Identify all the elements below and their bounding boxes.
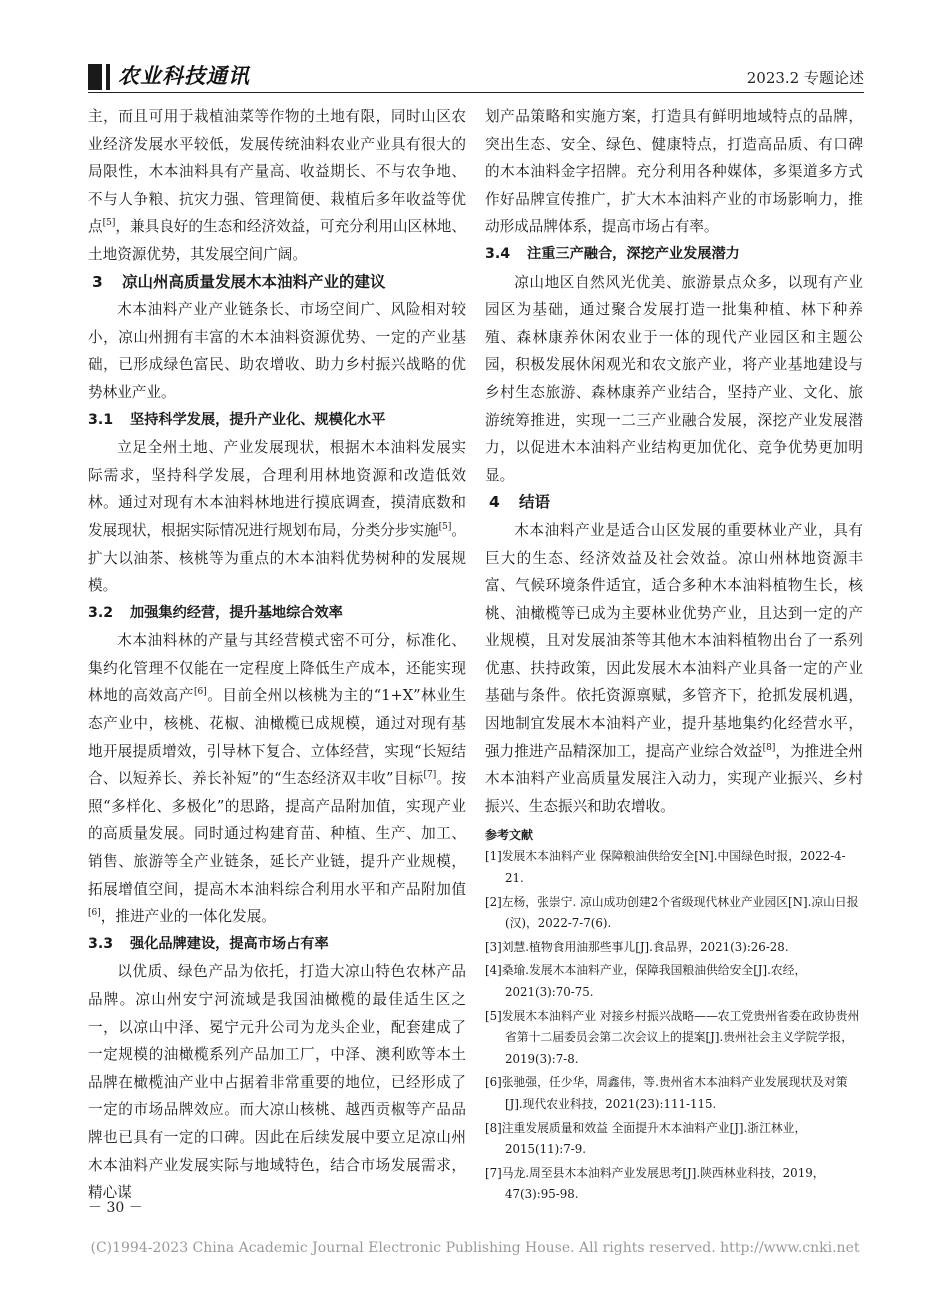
reference-item: [5]发展木本油料产业 对接乡村振兴战略——农工党贵州省委在政协贵州省第十二届委员会第二次会议上的提案[J].贵州社会主义学院学报，2019(3):7-8. xyxy=(485,1008,860,1066)
section-heading-3: 3 凉山州高质量发展木本油料产业的建议 xyxy=(92,272,386,291)
paragraph: 木本油料林的产量与其经营模式密不可分，标准化、集约化管理不仅能在一定程度上降低生产成本，还能实现林地的高效高产[6]。目前全州以核桃为主的“1+X”林业生态产业中，核桃、花椒、油橄榄已成规模，通过对现有基地开展提质增效，引导林下复合、立体经营，实现“长短结合、以短养长、养长补短”的“生态经济双丰收”目标[7]。按照“多样化、多极化”的思路，提高产品附加值，实现产业的高质量发展。同时通过构建育苗、种植、生产、加工、销售、旅游等全产业链条，延长产业链，提升产业规模，拓展增值空间，提高木本油料综合利用水平和产品附加值[6]，推进产业的一体化发展。 xyxy=(88,632,466,926)
paragraph: 立足全州土地、产业发展现状，根据木本油料发展实际需求，坚持科学发展，合理利用林地资源和改造低效林。通过对现有木本油料林地进行摸底调查，摸清底数和发展现状，根据实际情况进行规划布局，分类分步实施[5]。扩大以油茶、核桃等为重点的木本油料优势树种的发展规模。 xyxy=(88,439,466,595)
section-heading-4: 4 结语 xyxy=(489,493,551,512)
paragraph: 木本油料产业是适合山区发展的重要林业产业，具有巨大的生态、经济效益及社会效益。凉山州林地资源丰富、气候环境条件适宜，适合多种木本油料植物生长，核桃、油橄榄等已成为主要林业优势产业，且达到一定的产业规模，且对发展油茶等其他木本油料植物出台了一系列优惠、扶持政策，因此发展木本油料产业具备一定的产业基础与条件。依托资源禀赋，多管齐下，抢抓发展机遇，因地制宜发展木本油料产业，提升基地集约化经营水平，强力推进产品精深加工，提高产业综合效益[8]，为推进全州木本油料产业高质量发展注入动力，实现产业振兴、乡村振兴、生态振兴和助农增收。 xyxy=(485,521,863,815)
references-list xyxy=(485,846,863,1206)
issue-label: 2023.2 专题论述 xyxy=(746,69,864,87)
reference-item: [3]刘慧.植物食用油那些事儿[J].食品界，2021(3):26-28. xyxy=(485,939,789,954)
paragraph: 划产品策略和实施方案，打造具有鲜明地域特点的品牌，突出生态、安全、绿色、健康特点，打造高品质、有口碑的木本油料金字招牌。充分利用各种媒体，多渠道多方式作好品牌宣传推广，扩大木本油料产业的市场影响力，推动形成品牌体系，提高市场占有率。 xyxy=(485,108,863,236)
subsection-heading-3-4: 3.4 注重三产融合，深挖产业发展潜力 xyxy=(485,245,740,262)
right-column xyxy=(485,103,863,1208)
paragraph: 以优质、绿色产品为依托，打造大凉山特色农林产品品牌。凉山州安宁河流域是我国油橄榄的最佳适生区之一，以凉山中泽、冕宁元升公司为龙头企业，配套建成了一定规模的油橄榄系列产品加工厂，中泽、澳利欧等本土品牌在橄榄油产业中占据着非常重要的地位，已经形成了一定的市场品牌效应。而大凉山核桃、越西贡椒等产品品牌也已具有一定的口碑。因此在后续发展中要立足凉山州木本油料产业发展实际与地域特色，结合市场发展需求，精心谋 xyxy=(88,963,466,1202)
paragraph: 主，而且可用于栽植油菜等作物的土地有限，同时山区农业经济发展水平较低，发展传统油料农业产业具有很大的局限性，木本油料具有产量高、收益期长、不与农争地、不与人争粮、抗灾力强、管理简便、栽植后多年收益等优点[5]，兼具良好的生态和经济效益，可充分利用山区林地、土地资源优势，其发展空间广阔。 xyxy=(88,108,466,263)
logo-bar-mark xyxy=(88,64,102,90)
reference-item: [7]马龙.周至县木本油料产业发展思考[J].陕西林业科技，2019，47(3):95-98. xyxy=(485,1165,825,1202)
subsection-heading-3-3: 3.3 强化品牌建设，提高市场占有率 xyxy=(88,935,329,952)
journal-logo: 农业科技通讯 xyxy=(118,63,250,88)
subsection-heading-3-1: 3.1 坚持科学发展，提升产业化、规模化水平 xyxy=(88,411,386,428)
paragraph: 木本油料产业产业链条长、市场空间广、风险相对较小，凉山州拥有丰富的木本油料资源优势、一定的产业基础，已形成绿色富民、助农增收、助力乡村振兴战略的优势林业产业。 xyxy=(88,301,466,401)
reference-item: [1]发展木本油料产业 保障粮油供给安全[N].中国绿色时报，2022-4-21. xyxy=(485,849,846,886)
page-header xyxy=(88,58,864,93)
left-column xyxy=(88,103,466,1207)
page-number: － 30 － xyxy=(88,1200,143,1216)
reference-item: [8]注重发展质量和效益 全面提升木本油料产业[J].浙江林业，2015(11):7-9. xyxy=(485,1120,807,1157)
references-heading: 参考文献 xyxy=(485,828,534,843)
reference-item: [4]桑瑜.发展木本油料产业，保障我国粮油供给安全[J].农经，2021(3):70-75. xyxy=(485,963,807,999)
paragraph: 凉山地区自然风光优美、旅游景点众多，以现有产业园区为基础，通过聚合发展打造一批集种植、林下种养殖、森林康养休闲农业于一体的现代产业园区和主题公园，积极发展休闲观光和农文旅产业，将产业基地建设与乡村生态旅游、森林康养产业结合，坚持产业、文化、旅游统筹推进，实现一二三产业融合发展，深挖产业发展潜力，以促进木本油料产业结构更加优化、竞争优势更加明显。 xyxy=(485,273,863,484)
reference-item: [6]张驰强，任少华，周鑫伟，等.贵州省木本油料产业发展现状及对策[J].现代农业科技，2021(23):111-115. xyxy=(485,1075,848,1111)
copyright-footer: (C)1994-2023 China Academic Journal Electronic Publishing House. All rights reserved. http://www.cnki.net xyxy=(90,1240,860,1256)
subsection-heading-3-2: 3.2 加强集约经营，提升基地综合效率 xyxy=(88,604,343,621)
logo-bar-mark-thin xyxy=(106,64,110,90)
reference-item: [2]左杨，张崇宁. 凉山成功创建2个省级现代林业产业园区[N].凉山日报(汉)，2022-7-7(6). xyxy=(485,894,859,931)
